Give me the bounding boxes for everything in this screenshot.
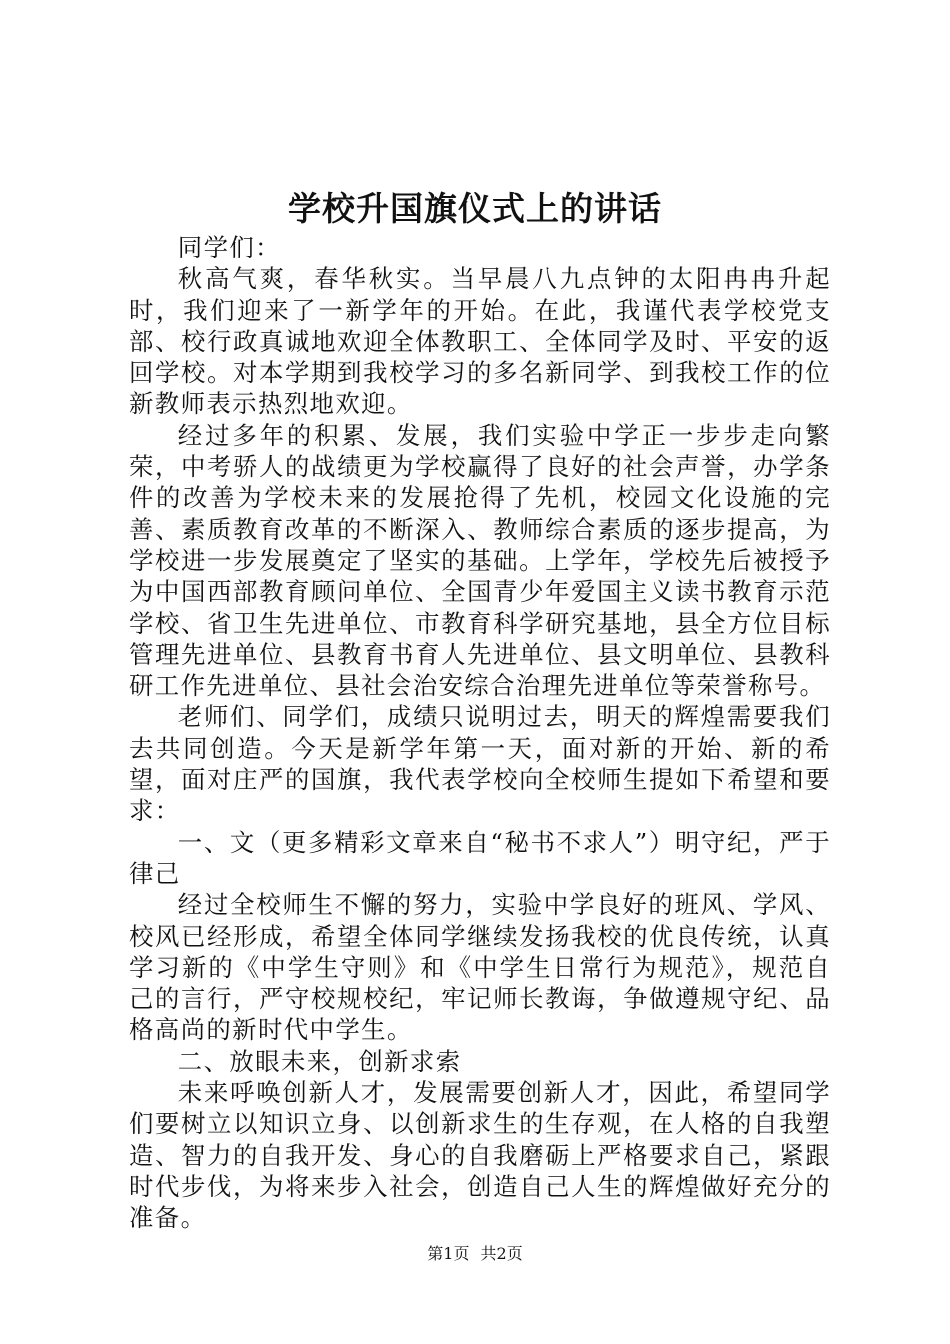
- paragraph: 经过全校师生不懈的努力，实验中学良好的班风、学风、校风已经形成，希望全体同学继续发扬我校的优良传统，认真学习新的《中学生守则》和《中学生日常行为规范》，规范自己的言行，严守校规校纪，牢记师长教诲，争做遵规守纪、品格高尚的新时代中学生。: [129, 890, 831, 1045]
- document-title: 学校升国旗仪式上的讲话: [288, 189, 662, 228]
- salutation: 同学们：: [177, 233, 281, 262]
- section-heading: 二、放眼未来，创新求索: [177, 1046, 462, 1076]
- page-footer: [0, 1244, 950, 1264]
- paragraph: 秋高气爽，春华秋实。当早晨八九点钟的太阳冉冉升起时，我们迎来了一新学年的开始。在此，我谨代表学校党支部、校行政真诚地欢迎全体教职工、全体同学及时、平安的返回学校。对本学期到我校学习的多名新同学、到我校工作的位新教师表示热烈地欢迎。: [129, 264, 831, 419]
- page-number: 第1页: [427, 1244, 470, 1263]
- paragraph: 未来呼唤创新人才，发展需要创新人才，因此，希望同学们要树立以知识立身、以创新求生的生存观，在人格的自我塑造、智力的自我开发、身心的自我磨砺上严格要求自己，紧跟时代步伐，为将来步入社会，创造自己人生的辉煌做好充分的准备。: [129, 1078, 831, 1233]
- page-total: 共2页: [480, 1244, 523, 1263]
- paragraph: 老师们、同学们，成绩只说明过去，明天的辉煌需要我们去共同创造。今天是新学年第一天，面对新的开始、新的希望，面对庄严的国旗，我代表学校向全校师生提如下希望和要求：: [129, 702, 831, 826]
- section-heading: 一、文（更多精彩文章来自“秘书不求人”）明守纪，严于律己: [129, 827, 831, 888]
- paragraph: 经过多年的积累、发展，我们实验中学正一步步走向繁荣，中考骄人的战绩更为学校赢得了良好的社会声誉，办学条件的改善为学校未来的发展抢得了先机，校园文化设施的完善、素质教育改革的不断深入、教师综合素质的逐步提高，为学校进一步发展奠定了坚实的基础。上学年，学校先后被授予为中国西部教育顾问单位、全国青少年爱国主义读书教育示范学校、省卫生先进单位、市教育科学研究基地，县全方位目标管理先进单位、县教育书育人先进单位、县文明单位、县教科研工作先进单位、县社会治安综合治理先进单位等荣誉称号。: [129, 420, 831, 701]
- document-body: [129, 232, 831, 1234]
